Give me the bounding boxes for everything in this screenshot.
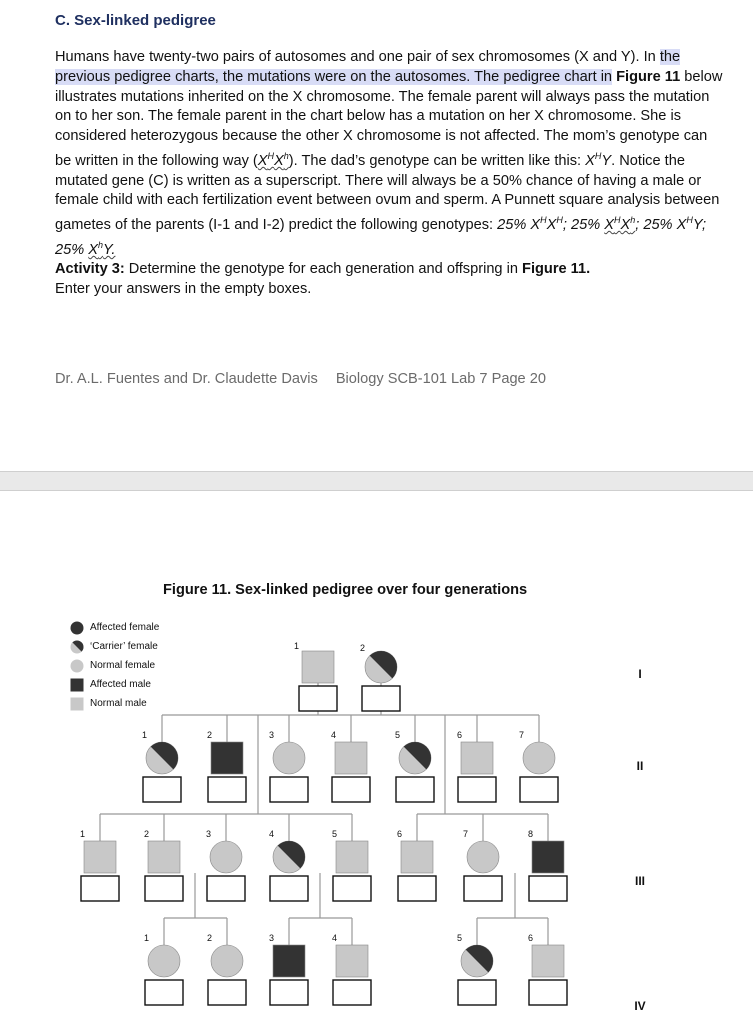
individual-number: 5 — [395, 730, 401, 740]
individual-number: 2 — [360, 643, 366, 653]
normal-male-icon — [336, 945, 368, 977]
normal-female-icon — [273, 742, 305, 774]
genotype-answer-box[interactable] — [520, 777, 558, 802]
generation-label-iv: IV — [634, 999, 646, 1013]
individual-number: 2 — [144, 829, 150, 839]
genotype-answer-box[interactable] — [270, 876, 308, 901]
generation-label-ii: II — [636, 759, 644, 773]
legend-normal-female: Normal female — [70, 656, 159, 675]
highlighted-text: the previous pedigree charts, the mutations were on the autosomes. The pedigree chart in — [55, 49, 681, 85]
normal-male-icon — [335, 742, 367, 774]
genotype-answer-box[interactable] — [145, 980, 183, 1005]
genotype-answer-box[interactable] — [396, 777, 434, 802]
page-footer: Dr. A.L. Fuentes and Dr. Claudette Davis Biology SCB-101 Lab 7 Page 20 — [55, 371, 546, 387]
genotype-answer-box[interactable] — [529, 876, 567, 901]
genotype-answer-box[interactable] — [145, 876, 183, 901]
normal-male-icon — [302, 651, 334, 683]
individual-number: 7 — [519, 730, 525, 740]
individual-number: 7 — [463, 829, 469, 839]
genotype-answer-box[interactable] — [143, 777, 181, 802]
legend-carrier-female: ‘Carrier’ female — [70, 637, 159, 656]
genotype-answer-box[interactable] — [458, 980, 496, 1005]
individual-number: 2 — [207, 933, 213, 943]
normal-male-icon — [336, 841, 368, 873]
genotype-answer-box[interactable] — [81, 876, 119, 901]
individual-number: 6 — [528, 933, 534, 943]
section-heading: C. Sex-linked pedigree — [55, 12, 216, 29]
individual-number: 3 — [206, 829, 212, 839]
activity-instructions: Activity 3: Determine the genotype for each generation and offspring in Figure 11. Enter your answers in the empty boxes. — [55, 261, 591, 297]
individual-number: 1 — [80, 829, 86, 839]
normal-male-icon — [532, 945, 564, 977]
generation-label-i: I — [638, 667, 642, 681]
normal-male-icon — [148, 841, 180, 873]
genotype-answer-box[interactable] — [299, 686, 337, 711]
genotype-answer-box[interactable] — [529, 980, 567, 1005]
individual-number: 1 — [142, 730, 148, 740]
legend-normal-male: Normal male — [70, 694, 159, 713]
normal-female-icon — [148, 945, 180, 977]
normal-female-icon — [467, 841, 499, 873]
generation-label-iii: III — [634, 874, 646, 888]
figure-title: Figure 11. Sex-linked pedigree over four generations — [163, 582, 528, 598]
individual-number: 1 — [144, 933, 150, 943]
individual-i-1 — [294, 641, 337, 711]
individual-number: 8 — [528, 829, 534, 839]
generation-labels — [634, 667, 645, 1013]
individual-number: 6 — [397, 829, 403, 839]
affected-male-icon — [532, 841, 564, 873]
individual-number: 4 — [331, 730, 337, 740]
genotype-answer-box[interactable] — [208, 980, 246, 1005]
normal-male-icon — [401, 841, 433, 873]
genotype-answer-box[interactable] — [333, 980, 371, 1005]
page-break — [0, 471, 753, 491]
genotype-answer-box[interactable] — [458, 777, 496, 802]
individual-i-2 — [360, 643, 400, 711]
legend-affected-male: Affected male — [70, 675, 159, 694]
individual-number: 1 — [294, 641, 300, 651]
individual-number: 4 — [332, 933, 338, 943]
normal-female-icon — [211, 945, 243, 977]
individual-number: 2 — [207, 730, 213, 740]
affected-male-icon — [273, 945, 305, 977]
normal-male-icon — [84, 841, 116, 873]
individual-number: 5 — [332, 829, 338, 839]
genotype-answer-box[interactable] — [398, 876, 436, 901]
genotype-answer-box[interactable] — [270, 777, 308, 802]
normal-female-icon — [523, 742, 555, 774]
genotype-answer-box[interactable] — [362, 686, 400, 711]
genotype-answer-box[interactable] — [270, 980, 308, 1005]
genotype-answer-box[interactable] — [208, 777, 246, 802]
genotype-answer-box[interactable] — [464, 876, 502, 901]
pedigree-chart — [0, 600, 753, 1024]
individual-number: 3 — [269, 730, 275, 740]
genotype-answer-box[interactable] — [333, 876, 371, 901]
individual-number: 5 — [457, 933, 463, 943]
individual-number: 6 — [457, 730, 463, 740]
individual-number: 4 — [269, 829, 275, 839]
pedigree-lines — [100, 683, 548, 945]
normal-male-icon — [461, 742, 493, 774]
affected-male-icon — [211, 742, 243, 774]
individual-number: 3 — [269, 933, 275, 943]
legend-affected-female: Affected female — [70, 618, 159, 637]
normal-female-icon — [210, 841, 242, 873]
pedigree-individuals — [80, 641, 567, 1005]
genotype-answer-box[interactable] — [332, 777, 370, 802]
intro-paragraph: Humans have twenty-two pairs of autosomes and one pair of sex chromosomes (X and Y). In the previous pedigree charts, the mutations were on the autosomes. The pedigree chart in Figure 11 below illustrates mutations inherited on the X chromosome. The female parent will always pass the mutation on to her son. The female parent in the chart below has a mutation on her X chromosome. She is considered heterozygous because the other X chromosome is not affected. The mom’s genotype can be written in the following way $(X^HX^h)$. The dad’s genotype can be written like this: $X^HY$. Notice the mutated gene (C) is written as a superscript. There will always be a 50% chance of having a male or female child with each fertilization event between ovum and sperm. A Punnett square analysis between gametes of the parents (I-1 and I-2) predict the following genotypes: 25% $X^HX^H$; 25% $X^HX^h$; 25% $X^HY$; 25% $X^hY$. — [55, 49, 723, 258]
genotype-answer-box[interactable] — [207, 876, 245, 901]
